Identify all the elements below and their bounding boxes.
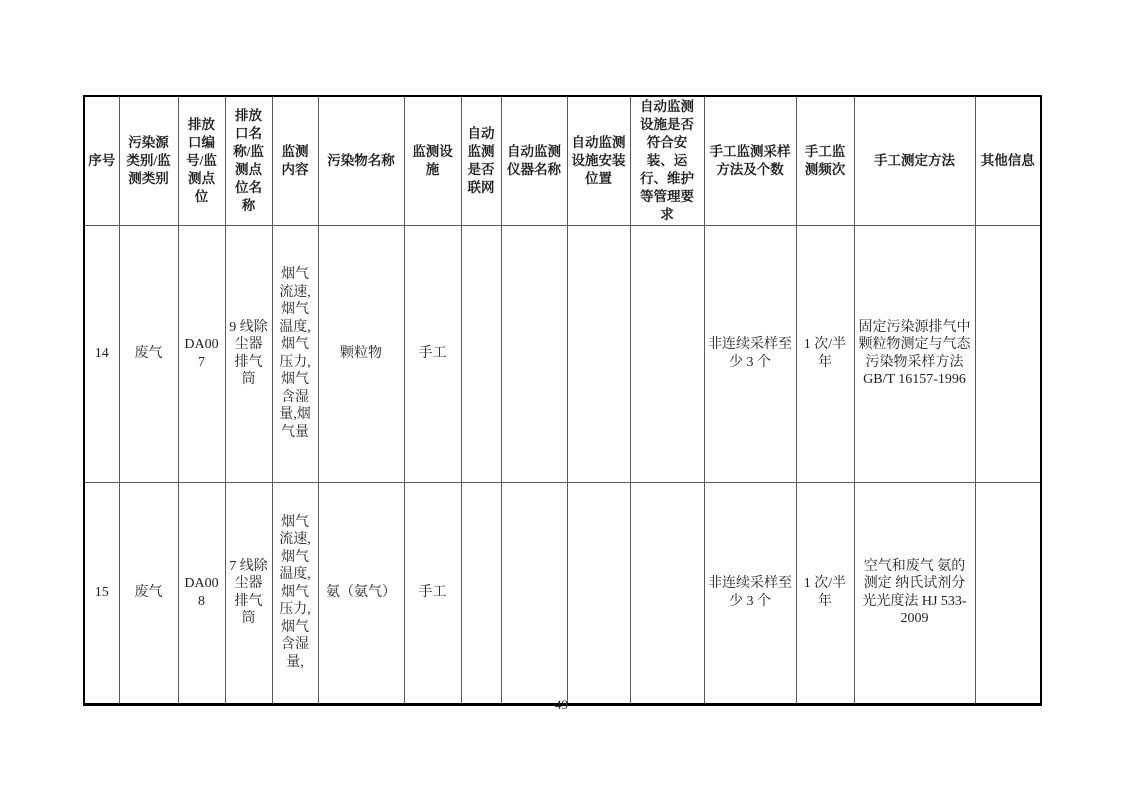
header-other-info: 其他信息 bbox=[975, 96, 1041, 225]
header-manual-frequency: 手工监测频次 bbox=[796, 96, 854, 225]
cell-source-type: 废气 bbox=[119, 225, 178, 482]
cell-seq: 15 bbox=[84, 482, 119, 704]
header-manual-method: 手工测定方法 bbox=[854, 96, 975, 225]
cell-auto-networked bbox=[461, 482, 501, 704]
table-header-row bbox=[84, 96, 1041, 225]
header-seq: 序号 bbox=[84, 96, 119, 225]
cell-auto-instrument-name bbox=[501, 225, 567, 482]
cell-manual-sampling-method: 非连续采样至少 3 个 bbox=[704, 482, 796, 704]
cell-manual-frequency: 1 次/半年 bbox=[796, 482, 854, 704]
header-pollution-source-type: 污染源类别/监测类别 bbox=[119, 96, 178, 225]
cell-seq: 14 bbox=[84, 225, 119, 482]
header-outlet-name: 排放口名称/监测点位名称 bbox=[225, 96, 272, 225]
header-auto-instrument-name: 自动监测仪器名称 bbox=[501, 96, 567, 225]
header-outlet-number: 排放口编号/监测点位 bbox=[178, 96, 225, 225]
cell-manual-method: 空气和废气 氨的测定 纳氏试剂分光光度法 HJ 533-2009 bbox=[854, 482, 975, 704]
cell-manual-sampling-method: 非连续采样至少 3 个 bbox=[704, 225, 796, 482]
cell-pollutant-name: 氨（氨气） bbox=[318, 482, 404, 704]
cell-other-info bbox=[975, 225, 1041, 482]
cell-other-info bbox=[975, 482, 1041, 704]
cell-outlet-number: DA007 bbox=[178, 225, 225, 482]
header-manual-sampling-method: 手工监测采样方法及个数 bbox=[704, 96, 796, 225]
cell-auto-install-location bbox=[567, 482, 630, 704]
header-monitor-content: 监测内容 bbox=[272, 96, 318, 225]
cell-auto-install-location bbox=[567, 225, 630, 482]
table-row bbox=[84, 482, 1041, 704]
header-auto-networked: 自动监测是否联网 bbox=[461, 96, 501, 225]
monitoring-table bbox=[83, 95, 1042, 706]
cell-pollutant-name: 颗粒物 bbox=[318, 225, 404, 482]
cell-monitor-facility: 手工 bbox=[404, 482, 461, 704]
header-monitor-facility: 监测设施 bbox=[404, 96, 461, 225]
cell-outlet-name: 7 线除尘器排气筒 bbox=[225, 482, 272, 704]
header-auto-install-location: 自动监测设施安装位置 bbox=[567, 96, 630, 225]
cell-auto-networked bbox=[461, 225, 501, 482]
cell-auto-compliance bbox=[630, 225, 704, 482]
cell-source-type: 废气 bbox=[119, 482, 178, 704]
cell-manual-method: 固定污染源排气中颗粒物测定与气态污染物采样方法 GB/T 16157-1996 bbox=[854, 225, 975, 482]
cell-monitor-facility: 手工 bbox=[404, 225, 461, 482]
table-row bbox=[84, 225, 1041, 482]
cell-manual-frequency: 1 次/半年 bbox=[796, 225, 854, 482]
cell-auto-instrument-name bbox=[501, 482, 567, 704]
cell-monitor-content: 烟气流速,烟气温度,烟气压力,烟气含湿量, bbox=[272, 482, 318, 704]
header-auto-compliance: 自动监测设施是否符合安装、运行、维护等管理要求 bbox=[630, 96, 704, 225]
cell-monitor-content: 烟气流速,烟气温度,烟气压力,烟气含湿量,烟气量 bbox=[272, 225, 318, 482]
cell-outlet-number: DA008 bbox=[178, 482, 225, 704]
header-pollutant-name: 污染物名称 bbox=[318, 96, 404, 225]
page-number: 49 bbox=[555, 697, 568, 712]
cell-outlet-name: 9 线除尘器排气筒 bbox=[225, 225, 272, 482]
cell-auto-compliance bbox=[630, 482, 704, 704]
